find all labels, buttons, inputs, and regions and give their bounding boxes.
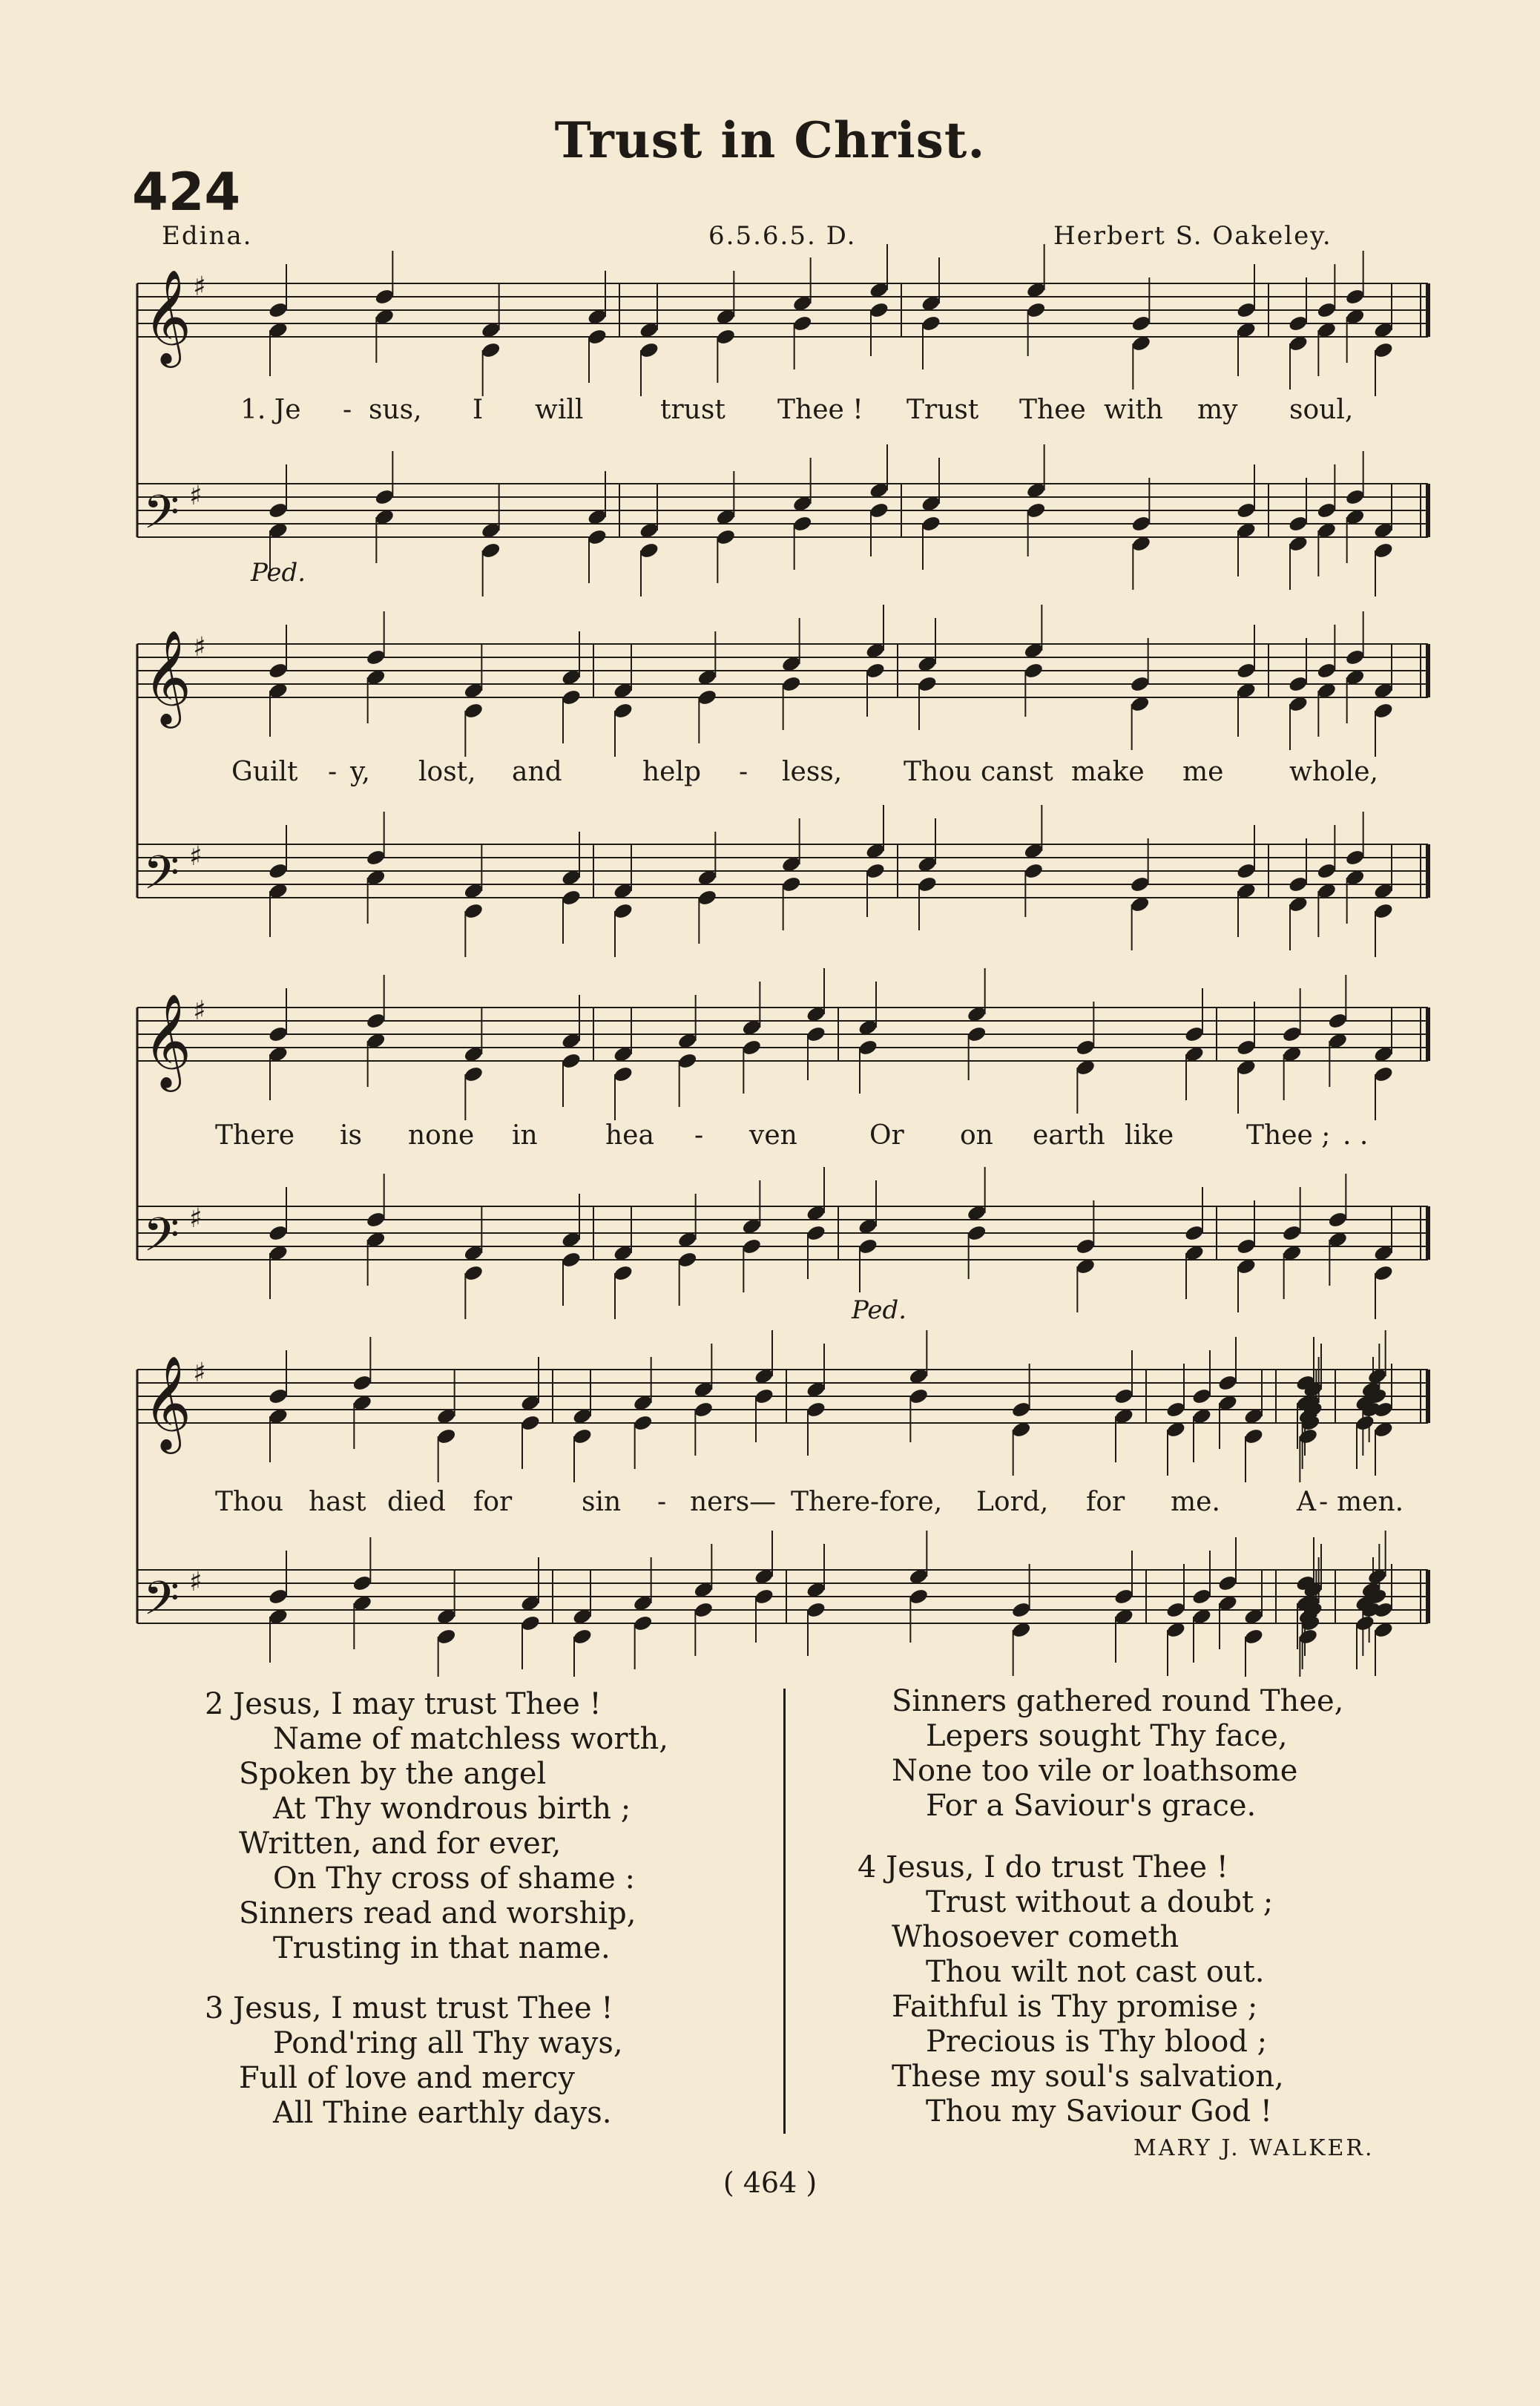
lyric-syllable: Guilt (231, 757, 298, 787)
lyric-syllable: Thee (1019, 395, 1086, 425)
lyric-syllable: with (1104, 395, 1163, 425)
verse-line: At Thy wondrous birth ; (273, 1792, 631, 1826)
lyrics-line-4 (0, 1487, 1540, 1519)
verse-line: On Thy cross of shame : (273, 1861, 635, 1896)
lyric-syllable: - (657, 1487, 667, 1517)
lyric-syllable: y, (350, 757, 370, 787)
verse-line: These my soul's salvation, (892, 2060, 1284, 2094)
lyric-syllable: sus, (369, 395, 422, 425)
svg-text:𝄞: 𝄞 (143, 1355, 192, 1450)
svg-text:♯: ♯ (189, 1567, 203, 1597)
composer: Herbert S. Oakeley. (1053, 221, 1332, 251)
verse-line: None too vile or loathsome (892, 1754, 1298, 1788)
verse-line: Sinners gathered round Thee, (892, 1684, 1344, 1718)
author-credit: MARY J. WALKER. (1133, 2135, 1375, 2161)
svg-text:♯: ♯ (193, 1358, 206, 1388)
lyric-syllable: earth (1033, 1120, 1105, 1151)
verse-line: Thou my Saviour God ! (926, 2094, 1272, 2129)
verse-line: Trust without a doubt ; (926, 1885, 1274, 1919)
svg-text:𝄢: 𝄢 (143, 845, 180, 911)
lyric-syllable: less, (782, 757, 843, 787)
lyric-syllable: A (1297, 1487, 1316, 1517)
meter: 6.5.6.5. D. (708, 221, 857, 251)
lyric-syllable: Trust (906, 395, 979, 425)
lyric-syllable: me. (1171, 1487, 1220, 1517)
verse-line: Thou wilt not cast out. (926, 1955, 1265, 1989)
lyric-syllable: make (1071, 757, 1145, 787)
lyric-syllable: - (694, 1120, 704, 1151)
lyric-syllable: in (512, 1120, 538, 1151)
svg-text:𝄢: 𝄢 (143, 1571, 180, 1637)
verse-line: All Thine earthly days. (273, 2096, 612, 2130)
lyric-syllable: - (343, 395, 352, 425)
verse-line: 3 Jesus, I must trust Thee ! (205, 1991, 613, 2025)
verse-line: Whosoever cometh (892, 1920, 1179, 1954)
lyric-syllable: lost, (418, 757, 476, 787)
lyric-syllable: Lord, (976, 1487, 1049, 1517)
lyric-syllable: Or (869, 1120, 904, 1151)
hymn-number: 424 (132, 162, 241, 223)
lyric-syllable: - (739, 757, 748, 787)
svg-text:♯: ♯ (189, 481, 203, 511)
lyric-syllable: sin (582, 1487, 622, 1517)
lyric-syllable: help (642, 757, 702, 787)
svg-text:♯: ♯ (189, 1203, 203, 1234)
lyrics-line-3 (0, 1120, 1540, 1153)
svg-text:♯: ♯ (193, 632, 206, 663)
svg-text:𝄢: 𝄢 (143, 1207, 180, 1273)
lyrics-line-2 (0, 757, 1540, 789)
lyric-syllable: Thou (215, 1487, 284, 1517)
verse-line: Pond'ring all Thy ways, (273, 2026, 623, 2060)
lyric-syllable: - (328, 757, 338, 787)
lyric-syllable: on (960, 1120, 993, 1151)
verse-line: Spoken by the angel (239, 1757, 547, 1791)
lyrics-line-1 (0, 395, 1540, 427)
lyric-syllable: There (215, 1120, 295, 1151)
lyric-syllable: soul, (1289, 395, 1354, 425)
lyric-syllable: . . (1343, 1120, 1369, 1151)
svg-text:𝄞: 𝄞 (143, 993, 192, 1088)
lyric-syllable: Thee ; (1246, 1120, 1331, 1151)
lyric-syllable: like (1125, 1120, 1174, 1151)
lyric-syllable: men. (1337, 1487, 1404, 1517)
lyric-syllable: Thou (904, 757, 973, 787)
lyric-syllable: 1. Je (240, 395, 301, 425)
column-divider (783, 1689, 786, 2134)
verse-line: For a Saviour's grace. (926, 1789, 1257, 1823)
lyric-syllable: will (535, 395, 584, 425)
verse-line: Name of matchless worth, (273, 1722, 669, 1756)
hymn-title: Trust in Christ. (554, 111, 986, 169)
svg-text:𝄢: 𝄢 (143, 484, 180, 550)
lyric-syllable: hea (605, 1120, 654, 1151)
svg-text:𝄞: 𝄞 (143, 629, 192, 724)
verse-line: Sinners read and worship, (239, 1896, 636, 1930)
verse-line: Lepers sought Thy face, (926, 1719, 1288, 1753)
verse-line: Precious is Thy blood ; (926, 2025, 1268, 2059)
lyric-syllable: none (408, 1120, 475, 1151)
lyric-syllable: I (473, 395, 484, 425)
verse-line: Trusting in that name. (273, 1931, 611, 1965)
pedal-marking: Ped. (852, 1295, 907, 1325)
lyric-syllable: There-fore, (791, 1487, 943, 1517)
lyric-syllable: - (1319, 1487, 1329, 1517)
lyric-syllable: died (387, 1487, 446, 1517)
svg-text:♯: ♯ (189, 841, 203, 872)
lyric-syllable: my (1197, 395, 1238, 425)
lyric-syllable: whole, (1289, 757, 1378, 787)
verse-line: 2 Jesus, I may trust Thee ! (205, 1687, 602, 1721)
lyric-syllable: is (340, 1120, 362, 1151)
lyric-syllable: ven (749, 1120, 797, 1151)
lyric-syllable: canst (981, 757, 1053, 787)
page-number: ( 464 ) (723, 2166, 817, 2199)
verse-line: 4 Jesus, I do trust Thee ! (858, 1850, 1228, 1884)
tune-name: Edina. (162, 221, 253, 251)
lyric-syllable: and (512, 757, 562, 787)
verse-4 (858, 1850, 1284, 2129)
verse-3 (205, 1991, 623, 2131)
lyric-syllable: ners— (690, 1487, 777, 1517)
lyric-syllable: for (473, 1487, 513, 1517)
lyric-syllable: Thee ! (777, 395, 863, 425)
verse-line: Faithful is Thy promise ; (892, 1990, 1258, 2024)
verse-line: Full of love and mercy (239, 2061, 575, 2095)
lyric-syllable: for (1086, 1487, 1125, 1517)
lyric-syllable: hast (309, 1487, 366, 1517)
verse-2 (205, 1687, 669, 1966)
svg-text:♯: ♯ (193, 272, 206, 302)
svg-text:𝄞: 𝄞 (143, 269, 192, 364)
verse-line: Written, and for ever, (239, 1827, 562, 1861)
lyric-syllable: me (1182, 757, 1224, 787)
lyric-syllable: trust (660, 395, 725, 425)
pedal-marking: Ped. (251, 558, 306, 588)
svg-text:♯: ♯ (193, 996, 206, 1026)
verse-3-continued (892, 1684, 1343, 1824)
